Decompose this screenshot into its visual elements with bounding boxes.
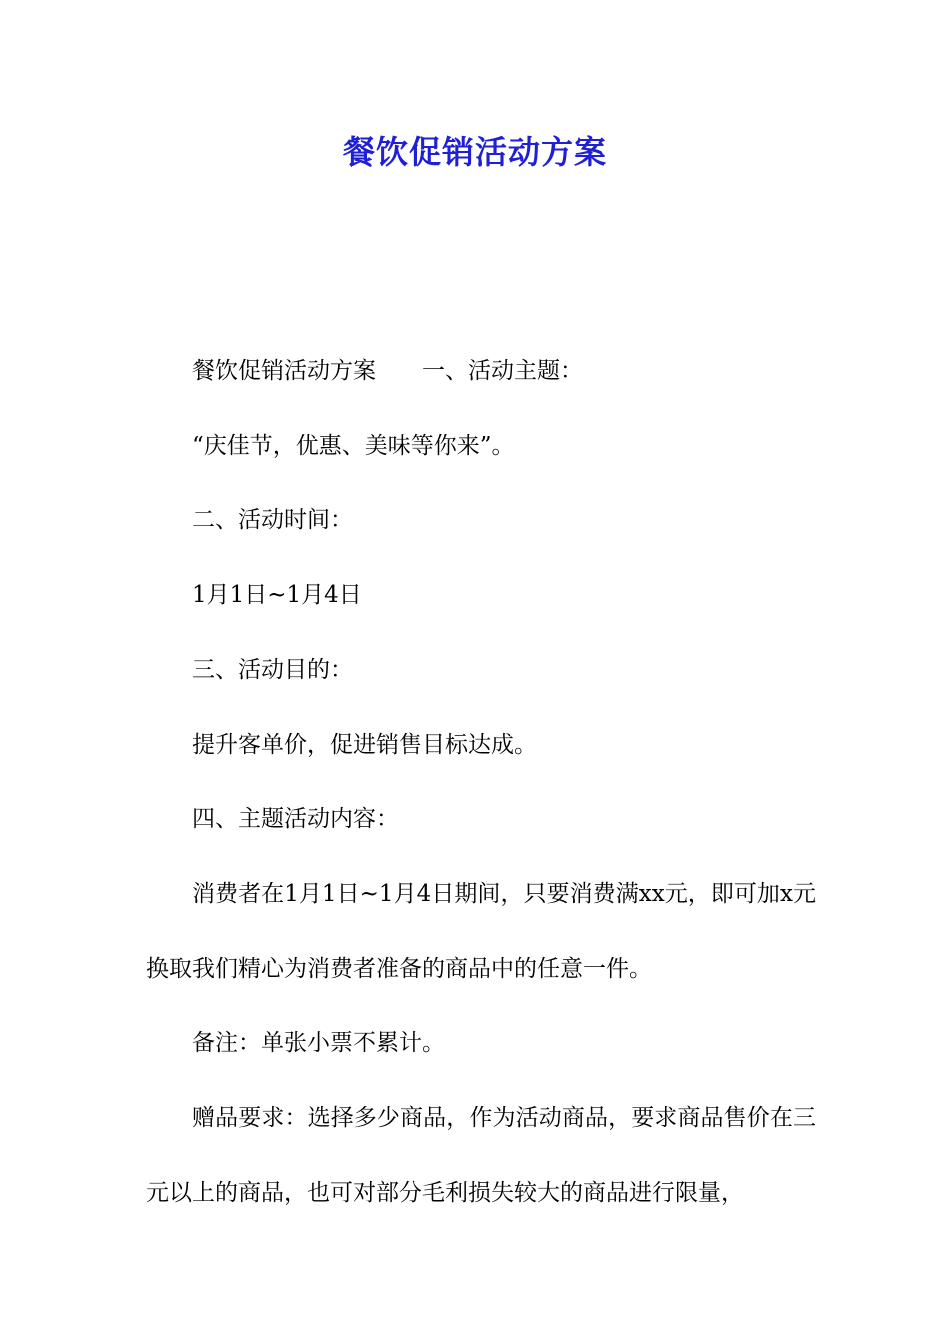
note-text: 备注：单张小票不累计。 (192, 1030, 445, 1057)
intro-line (146, 334, 816, 409)
section-heading-time: 二、活动时间： (192, 507, 353, 534)
section-heading-purpose: 三、活动目的： (192, 656, 353, 683)
document-title: 餐饮促销活动方案 (342, 133, 607, 171)
purpose-text: 提升客单价，促进销售目标达成。 (192, 731, 537, 758)
section-heading-theme: 一、活动主题： (422, 358, 583, 384)
intro-title: 餐饮促销活动方案 (192, 358, 376, 384)
time-text: 1月1日~1月4日 (192, 582, 362, 609)
section-heading-content: 四、主题活动内容： (192, 806, 399, 833)
theme-text: “庆佳节，优惠、美味等你来”。 (192, 432, 515, 459)
document-body (146, 334, 816, 1230)
gift-requirement-paragraph: 赠品要求：选择多少商品，作为活动商品，要求商品售价在三元以上的商品，也可对部分毛利损失较大的商品进行限量， (146, 1105, 816, 1206)
content-paragraph: 消费者在1月1日~1月4日期间，只要消费满xx元，即可加x元换取我们精心为消费者准备的商品中的任意一件。 (146, 880, 816, 982)
